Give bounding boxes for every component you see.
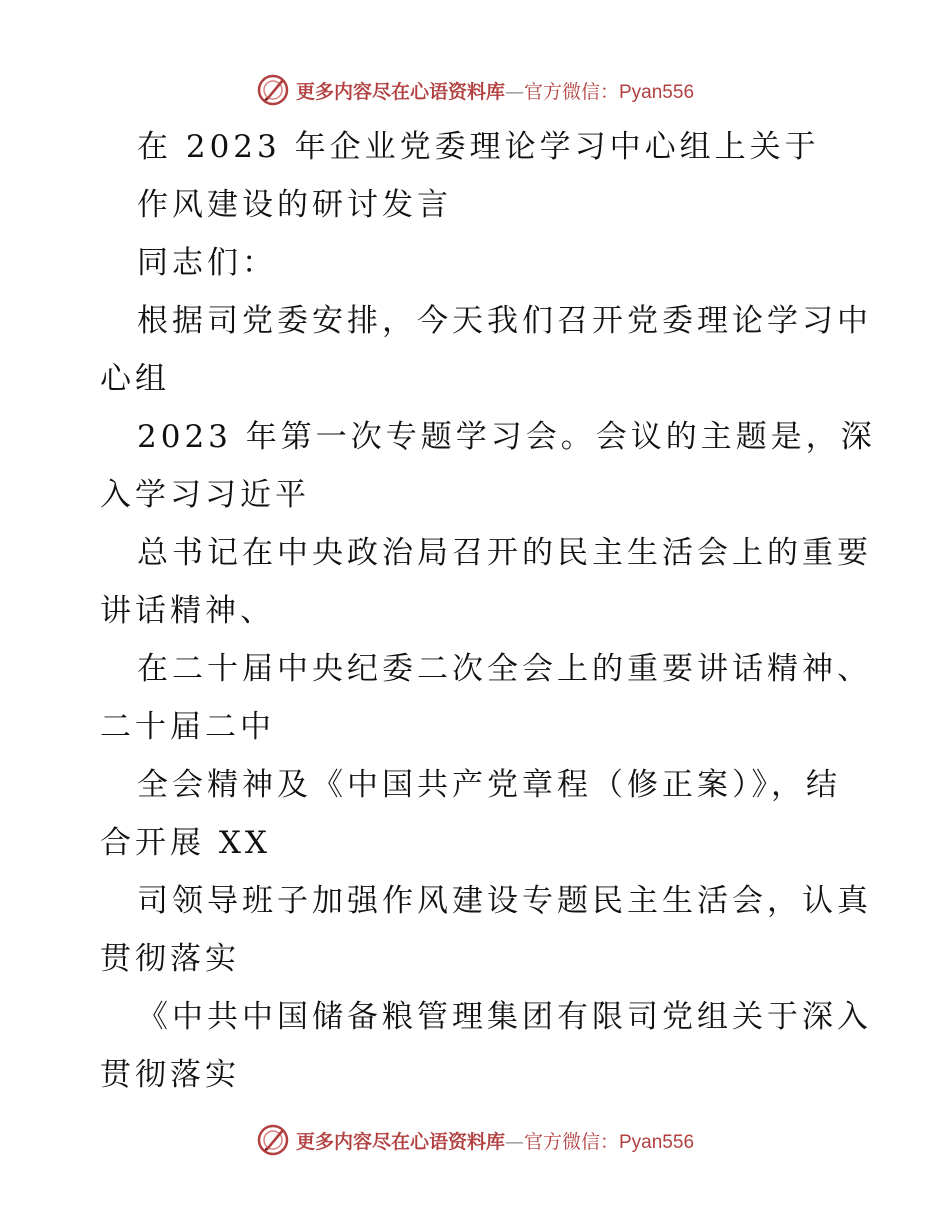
header-dash: — xyxy=(504,80,524,103)
paragraph-line: 贯彻落实 xyxy=(100,941,240,977)
paragraph-line: 在二十届中央纪委二次全会上的重要讲话精神、 xyxy=(137,651,872,687)
header-slogan: 更多内容尽在心语资料库 xyxy=(295,80,505,103)
paragraph-line: 《中共中国储备粮管理集团有限司党组关于深入 xyxy=(137,999,872,1035)
header-wechat-id: Pyan556 xyxy=(619,81,695,103)
paragraph-line: 司领导班子加强作风建设专题民主生活会，认真 xyxy=(137,883,872,919)
footer-slogan: 更多内容尽在心语资料库 xyxy=(295,1130,505,1153)
footer-wechat-id: Pyan556 xyxy=(619,1131,695,1153)
footer-banner xyxy=(0,1120,950,1160)
paragraph-line: 2023 年第一次专题学习会。会议的主题是，深 xyxy=(137,419,876,455)
quill-logo-icon xyxy=(256,73,290,107)
paragraph-line: 二十届二中 xyxy=(100,709,275,745)
paragraph-line: 讲话精神、 xyxy=(100,593,275,629)
title-line-1: 在 2023 年企业党委理论学习中心组上关于 xyxy=(137,129,820,165)
header-banner-text xyxy=(296,77,694,104)
header-wechat-label: 官方微信： xyxy=(523,80,619,103)
quill-logo-icon xyxy=(256,1123,290,1157)
footer-banner-text xyxy=(296,1127,694,1154)
paragraph-line: 心组 xyxy=(100,361,170,397)
salutation: 同志们： xyxy=(137,245,277,281)
paragraph-line: 贯彻落实 xyxy=(100,1057,240,1093)
title-line-2: 作风建设的研讨发言 xyxy=(137,187,452,223)
paragraph-line: 总书记在中央政治局召开的民主生活会上的重要 xyxy=(137,535,872,571)
document-body xyxy=(100,118,876,1104)
paragraph-line: 合开展 XX xyxy=(100,825,271,861)
paragraph-line: 入学习习近平 xyxy=(100,477,310,513)
footer-dash: — xyxy=(504,1130,524,1153)
header-banner xyxy=(0,70,950,110)
footer-wechat-label: 官方微信： xyxy=(523,1130,619,1153)
paragraph-line: 根据司党委安排，今天我们召开党委理论学习中 xyxy=(137,303,872,339)
paragraph-line: 全会精神及《中国共产党章程（修正案）》，结 xyxy=(137,767,841,803)
